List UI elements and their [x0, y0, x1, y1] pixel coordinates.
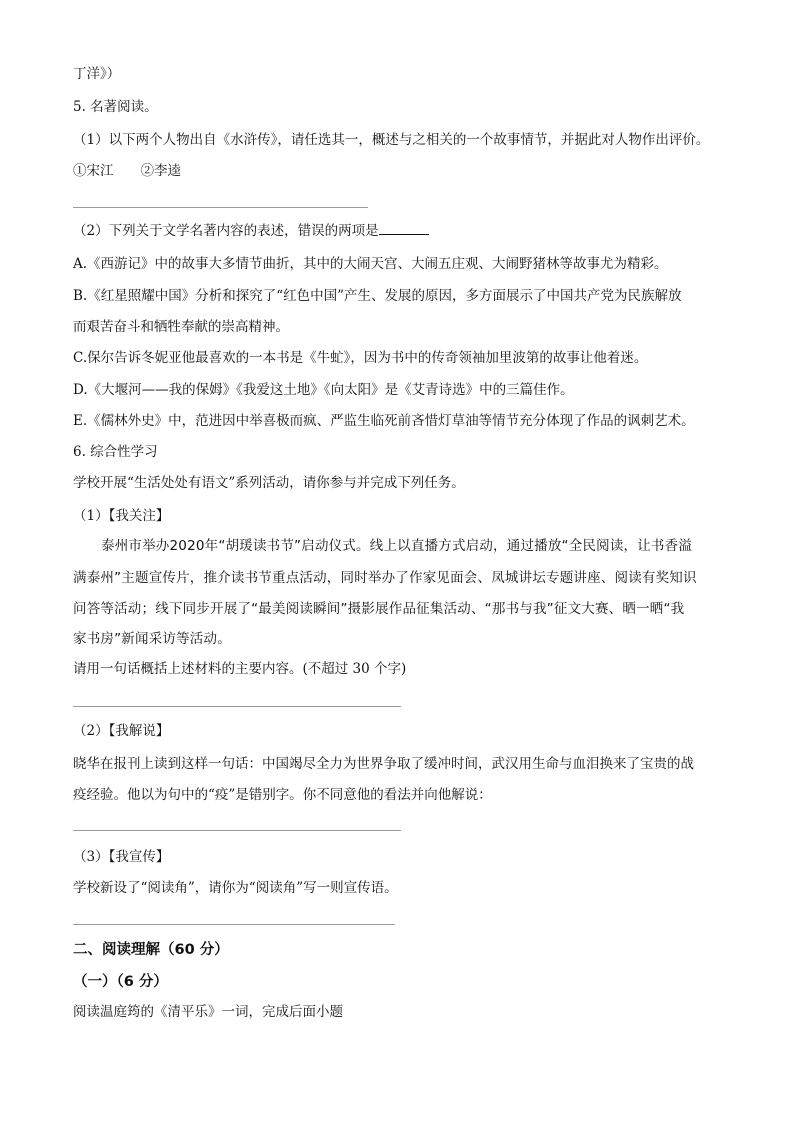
question-6-2-text-line1: 晓华在报刊上读到这样一句话：中国竭尽全力为世界争取了缓冲时间，武汉用生命与血泪换来了宝贵的战	[73, 756, 694, 772]
material-line-2: 满泰州”主题宣传片，推介读书节重点活动，同时举办了作家见面会、凤城讲坛专题讲座、阅读有奖知识	[73, 570, 697, 586]
option-c: C.保尔告诉冬妮亚他最喜欢的一本书是《牛虻》，因为书中的传奇领袖加里波第的故事让他着迷。	[73, 350, 648, 366]
question-6-intro: 学校开展“生活处处有语文”系列活动，请你参与并完成下列任务。	[73, 475, 465, 491]
question-5-1-prompt: （1）以下两个人物出自《水浒传》，请任选其一，概述与之相关的一个故事情节，并据此对人物作出评价。	[73, 132, 710, 148]
question-6-3-heading: （3）【我宣传】	[73, 849, 170, 865]
reading-intro: 阅读温庭筠的《清平乐》一词，完成后面小题	[73, 1004, 343, 1020]
answer-line[interactable]	[73, 924, 395, 925]
answer-line[interactable]	[73, 207, 368, 208]
option-a: A.《西游记》中的故事大多情节曲折，其中的大闹天宫、大闹五庄观、大闹野猪林等故事尤为精彩。	[73, 256, 668, 272]
subsection-1-heading: （一）（6 分）	[73, 974, 168, 990]
answer-line[interactable]	[73, 706, 401, 707]
material-line-4: 家书房”新闻采访等活动。	[73, 631, 231, 647]
material-line-3: 问答等活动；线下同步开展了“最美阅读瞬间”摄影展作品征集活动、“那书与我”征文大赛、晒一晒“我	[73, 601, 685, 617]
question-6-2-heading: （2）【我解说】	[73, 723, 170, 739]
answer-line[interactable]	[73, 830, 401, 831]
question-5-title: 5. 名著阅读。	[73, 99, 158, 115]
option-e: E.《儒林外史》中，范进因中举喜极而疯、严监生临死前吝惜灯草油等情节充分体现了作品的讽刺艺术。	[73, 413, 695, 429]
question-5-1-options: ①宋江 ②李逵	[73, 163, 181, 179]
section-2-heading: 二、阅读理解（60 分）	[73, 942, 229, 958]
option-d: D.《大堰河——我的保姆》《我爱这土地》《向太阳》是《艾青诗选》中的三篇佳作。	[73, 382, 574, 398]
material-line-1: 泰州市举办2020年“胡瑗读书节”启动仪式。线上以直播方式启动，通过播放“全民阅读，让书香溢	[101, 538, 693, 554]
question-6-1-task: 请用一句话概括上述材料的主要内容。(不超过 30 个字)	[73, 661, 407, 677]
option-b-line2: 而艰苦奋斗和牺牲奉献的崇高精神。	[73, 319, 289, 335]
answer-blank[interactable]	[379, 222, 429, 235]
question-6-3-text: 学校新设了“阅读角”，请你为“阅读角”写一则宣传语。	[73, 880, 398, 896]
question-6-title: 6. 综合性学习	[73, 444, 158, 460]
option-b-line1: B.《红星照耀中国》分析和探究了“红色中国”产生、发展的原因，多方面展示了中国共产党为民族解放	[73, 288, 682, 304]
question-6-2-text-line2: 疫经验。他以为句中的“疫”是错别字。你不同意他的看法并向他解说：	[73, 787, 492, 803]
question-5-2-prompt: （2）下列关于文学名著内容的表述，错误的两项是	[73, 222, 429, 240]
text-line: 丁洋》）	[73, 66, 121, 82]
question-6-1-heading: （1）【我关注】	[73, 508, 170, 524]
